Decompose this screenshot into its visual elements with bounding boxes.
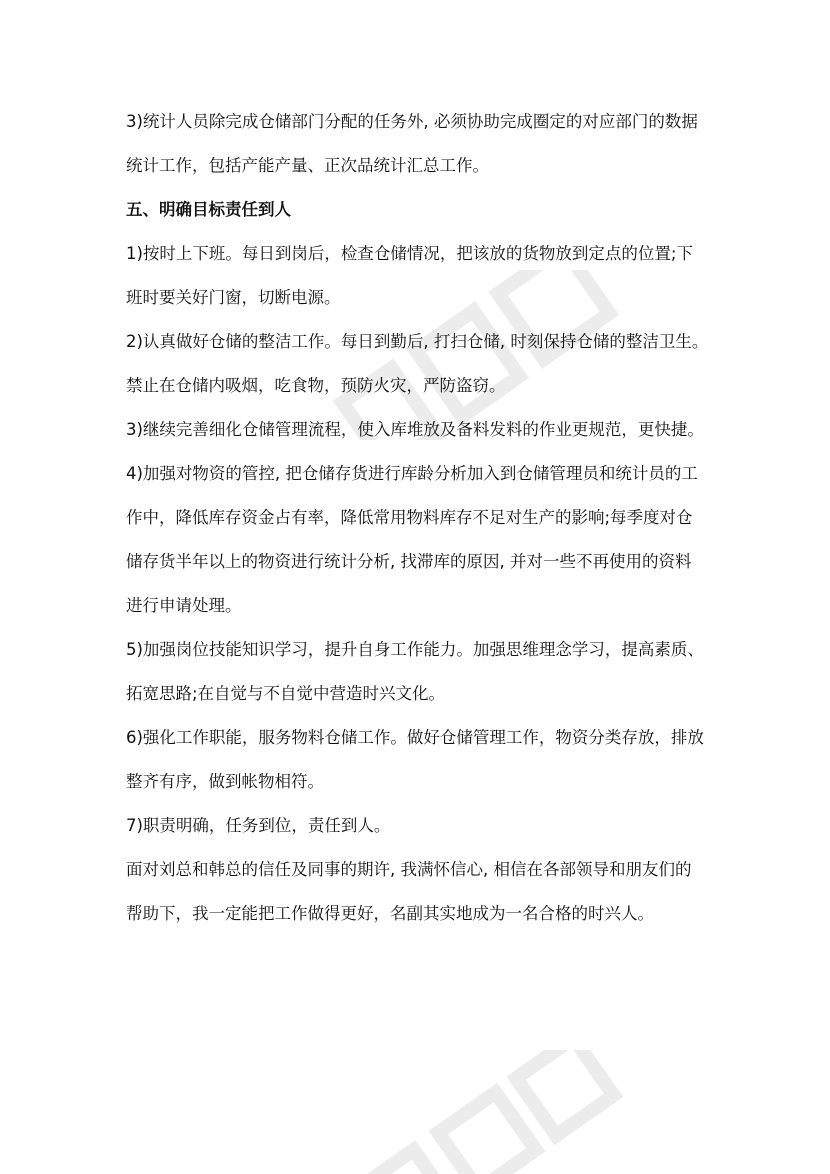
text-line: 拓宽思路;在自觉与不自觉中营造时兴文化。 bbox=[126, 684, 446, 703]
text-line: 面对刘总和韩总的信任及同事的期许, 我满怀信心, 相信在各部领导和朋友们的 bbox=[126, 860, 692, 879]
text-line: 3)继续完善细化仓储管理流程，使入库堆放及备料发料的作业更规范，更快捷。 bbox=[126, 420, 704, 439]
text-line: 4)加强对物资的管控, 把仓储存货进行库龄分析加入到仓储管理员和统计员的工 bbox=[126, 464, 698, 483]
text-line: 2)认真做好仓储的整洁工作。每日到勤后, 打扫仓储, 时刻保持仓储的整洁卫生。 bbox=[126, 332, 709, 351]
text-line: 作中，降低库存资金占有率，降低常用物料库存不足对生产的影响;每季度对仓 bbox=[126, 508, 693, 527]
section-heading: 五、明确目标责任到人 bbox=[126, 200, 291, 219]
text-line: 5)加强岗位技能知识学习，提升自身工作能力。加强思维理念学习，提高素质、 bbox=[126, 640, 704, 659]
watermark-icon bbox=[330, 1050, 630, 1174]
text-line: 储存货半年以上的物资进行统计分析, 找滞库的原因, 并对一些不再使用的资料 bbox=[126, 552, 692, 571]
text-line: 禁止在仓储内吸烟，吃食物，预防火灾，严防盗窃。 bbox=[126, 376, 506, 395]
text-line: 班时要关好门窗，切断电源。 bbox=[126, 288, 341, 307]
text-line: 6)强化工作职能，服务物料仓储工作。做好仓储管理工作，物资分类存放，排放 bbox=[126, 728, 704, 747]
text-line: 统计工作，包括产能产量、正次品统计汇总工作。 bbox=[126, 156, 489, 175]
text-line: 进行申请处理。 bbox=[126, 596, 242, 615]
text-line: 帮助下，我一定能把工作做得更好，名副其实地成为一名合格的时兴人。 bbox=[126, 904, 654, 923]
watermark-icon bbox=[300, 270, 660, 440]
text-line: 3)统计人员除完成仓储部门分配的任务外, 必须协助完成圈定的对应部门的数据 bbox=[126, 112, 698, 131]
text-line: 1)按时上下班。每日到岗后，检查仓储情况，把该放的货物放到定点的位置;下 bbox=[126, 244, 693, 263]
text-line: 整齐有序，做到帐物相符。 bbox=[126, 772, 324, 791]
text-line: 7)职责明确，任务到位，责任到人。 bbox=[126, 816, 391, 835]
